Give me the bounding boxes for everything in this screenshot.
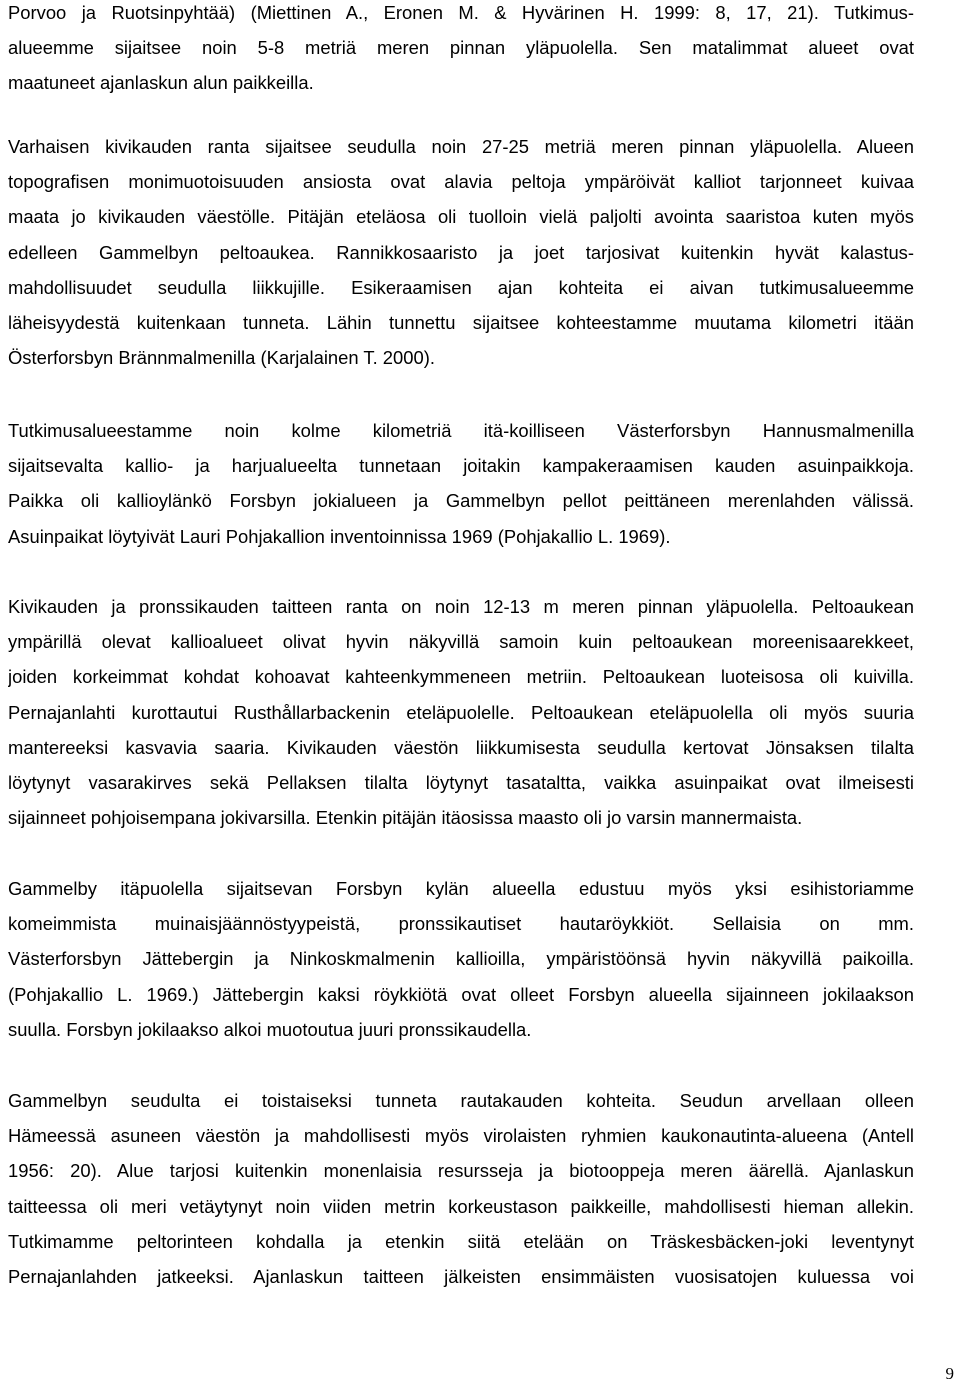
text-line: sijaitsevalta kallio- ja harjualueelta tunnetaan joitakin kampakeraamisen kauden asuinpaikkoja. [8,455,914,477]
text-line: (Pohjakallio L. 1969.) Jättebergin kaksi röykkiötä ovat olleet Forsbyn alueella sijainneen jokilaakson [8,983,914,1005]
paragraph [8,589,914,835]
text-line: Paikka oli kallioylänkö Forsbyn jokialueen ja Gammelbyn pellot peittäneen merenlahden välissä. [8,490,914,512]
text-line: edelleen Gammelbyn peltoaukea. Rannikkosaaristo ja joet tarjosivat kuitenkin hyvät kalastus- [8,241,914,263]
text-line: ympärillä olevat kallioalueet olivat hyvin näkyvillä samoin kuin peltoaukean moreenisaarekkeet, [8,631,914,653]
text-line: Västerforsbyn Jättebergin ja Ninkoskmalmenin kallioilla, ympäristöönsä hyvin näkyvillä paikoilla. [8,948,914,970]
text-line: Tutkimusalueestamme noin kolme kilometriä itä-koilliseen Västerforsbyn Hannusmalmenilla [8,420,914,441]
text-line: suulla. Forsbyn jokilaakso alkoi muotoutua juuri pronssikaudella. [8,1018,532,1040]
text-line: Hämeessä asuneen väestön ja mahdollisesti myös virolaisten ryhmien kaukonautinta-alueena (Antell [8,1125,914,1147]
text-line: Pernajanlahden jatkeeksi. Ajanlaskun taitteen jälkeisten ensimmäisten vuosisatojen kuluessa voi [8,1266,914,1288]
text-line: topografisen monimuotoisuuden ansiosta ovat alavia peltoja ympäröivät kalliot tarjonneet kuivaa [8,171,914,193]
paragraph [8,129,914,375]
text-line: Tutkimamme peltorinteen kohdalla ja etenkin siitä etelään on Träskesbäcken-joki leventynyt [8,1230,914,1252]
text-line: Porvoo ja Ruotsinpyhtää) (Miettinen A., Eronen M. & Hyvärinen H. 1999: 8, 17, 21). Tutkimus- [8,2,914,23]
text-line: alueemme sijaitsee noin 5-8 metriä meren pinnan yläpuolella. Sen matalimmat alueet ovat [8,37,914,59]
text-line: sijainneet pohjoisempana jokivarsilla. Etenkin pitäjän itäosissa maasto oli jo varsin mannermaista. [8,807,803,829]
text-line: komeimmista muinaisjäännöstyypeistä, pronssikautiset hautaröykkiöt. Sellaisia on mm. [8,913,914,935]
paragraph [8,0,914,101]
text-line: maata jo kivikauden väestölle. Pitäjän eteläosa oli tuolloin vielä paljolti avointa saaristoa kuten myös [8,206,914,228]
text-line: löytynyt vasarakirves sekä Pellaksen tilalta löytynyt tasataltta, vaikka asuinpaikat ovat ilmeisesti [8,772,914,794]
paragraph [8,413,914,554]
paragraph [8,1083,914,1294]
text-line: Österforsbyn Brännmalmenilla (Karjalainen T. 2000). [8,347,435,369]
text-line: mahdollisuudet seudulla liikkujille. Esikeraamisen ajan kohteita ei aivan tutkimusalueemme [8,276,914,298]
paragraph [8,871,914,1047]
text-line: mantereeksi kasvavia saaria. Kivikauden väestön liikkumisesta seudulla kertovat Jönsaksen tilalta [8,736,914,758]
text-line: taitteessa oli meri vetäytynyt noin viiden metrin korkeustason paikkeille, mahdollisesti hieman allekin. [8,1195,914,1217]
text-line: maatuneet ajanlaskun alun paikkeilla. [8,72,314,94]
text-line: Pernajanlahti kurottautui Rusthållarbackenin eteläpuolelle. Peltoaukean eteläpuolella oli myös suuria [8,701,914,723]
text-line: Asuinpaikat löytyivät Lauri Pohjakallion inventoinnissa 1969 (Pohjakallio L. 1969). [8,525,671,547]
text-line: Gammelby itäpuolella sijaitsevan Forsbyn kylän alueella edustuu myös yksi esihistoriamme [8,878,914,899]
text-line: 1956: 20). Alue tarjosi kuitenkin monenlaisia resursseja ja biotooppeja meren äärellä. Ajanlaskun [8,1160,914,1182]
text-line: Kivikauden ja pronssikauden taitteen ranta on noin 12-13 m meren pinnan yläpuolella. Peltoaukean [8,596,914,617]
text-line: joiden korkeimmat kohdat kohoavat kahteenkymmeneen metriin. Peltoaukean luoteisosa oli kuivilla. [8,666,914,688]
text-line: Gammelbyn seudulta ei toistaiseksi tunneta rautakauden kohteita. Seudun arvellaan olleen [8,1090,914,1111]
page-number: 9 [945,1364,954,1383]
text-line: Varhaisen kivikauden ranta sijaitsee seudulla noin 27-25 metriä meren pinnan yläpuolella. Alueen [8,136,914,157]
text-line: läheisyydestä kuitenkaan tunneta. Lähin tunnettu sijaitsee kohteestamme muutama kilometri itään [8,312,914,334]
